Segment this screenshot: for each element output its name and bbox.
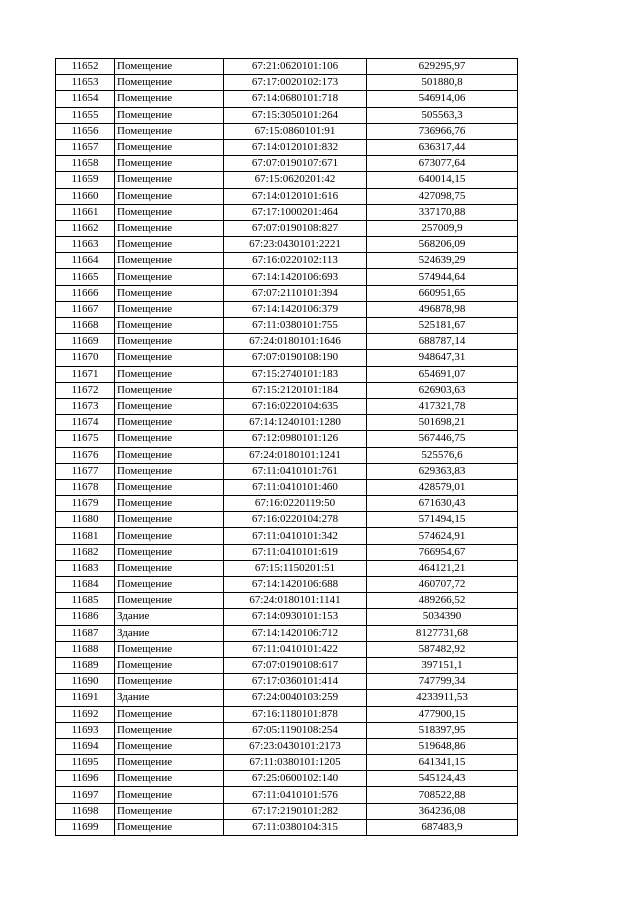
cadastral-value-cell: 501880,8 <box>367 75 518 91</box>
row-number-cell: 11656 <box>56 123 115 139</box>
table-row <box>56 641 518 657</box>
cadastral-value-cell: 464121,21 <box>367 560 518 576</box>
cadastral-number-cell: 67:12:0980101:126 <box>224 431 367 447</box>
cadastral-value-cell: 417321,78 <box>367 398 518 414</box>
object-type-cell: Помещение <box>115 334 224 350</box>
cadastral-value-cell: 640014,15 <box>367 172 518 188</box>
table-row <box>56 269 518 285</box>
row-number-cell: 11674 <box>56 415 115 431</box>
object-type-cell: Помещение <box>115 447 224 463</box>
object-type-cell: Помещение <box>115 755 224 771</box>
cadastral-value-cell: 428579,01 <box>367 479 518 495</box>
table-row <box>56 722 518 738</box>
object-type-cell: Помещение <box>115 479 224 495</box>
row-number-cell: 11679 <box>56 496 115 512</box>
cadastral-value-cell: 460707,72 <box>367 577 518 593</box>
cadastral-value-cell: 496878,98 <box>367 301 518 317</box>
cadastral-number-cell: 67:14:1420106:688 <box>224 577 367 593</box>
cadastral-value-cell: 587482,92 <box>367 641 518 657</box>
cadastral-value-cell: 574624,91 <box>367 528 518 544</box>
row-number-cell: 11688 <box>56 641 115 657</box>
table-row <box>56 431 518 447</box>
cadastral-number-cell: 67:14:0120101:832 <box>224 139 367 155</box>
table-row <box>56 172 518 188</box>
table-row <box>56 690 518 706</box>
row-number-cell: 11681 <box>56 528 115 544</box>
cadastral-value-cell: 8127731,68 <box>367 625 518 641</box>
row-number-cell: 11686 <box>56 609 115 625</box>
cadastral-value-cell: 518397,95 <box>367 722 518 738</box>
cadastral-value-cell: 427098,75 <box>367 188 518 204</box>
row-number-cell: 11692 <box>56 706 115 722</box>
row-number-cell: 11696 <box>56 771 115 787</box>
row-number-cell: 11683 <box>56 560 115 576</box>
object-type-cell: Помещение <box>115 496 224 512</box>
row-number-cell: 11662 <box>56 220 115 236</box>
cadastral-value-cell: 654691,07 <box>367 366 518 382</box>
row-number-cell: 11698 <box>56 803 115 819</box>
table-row <box>56 398 518 414</box>
table-row <box>56 123 518 139</box>
table-row <box>56 706 518 722</box>
row-number-cell: 11677 <box>56 463 115 479</box>
row-number-cell: 11694 <box>56 738 115 754</box>
object-type-cell: Помещение <box>115 220 224 236</box>
table-row <box>56 625 518 641</box>
cadastral-value-cell: 501698,21 <box>367 415 518 431</box>
cadastral-number-cell: 67:21:0620101:106 <box>224 59 367 75</box>
table-row <box>56 674 518 690</box>
object-type-cell: Помещение <box>115 463 224 479</box>
object-type-cell: Помещение <box>115 722 224 738</box>
table-row <box>56 560 518 576</box>
cadastral-value-cell: 546914,06 <box>367 91 518 107</box>
cadastral-value-cell: 766954,67 <box>367 544 518 560</box>
cadastral-number-cell: 67:11:0410101:576 <box>224 787 367 803</box>
table-row <box>56 528 518 544</box>
row-number-cell: 11664 <box>56 253 115 269</box>
cadastral-number-cell: 67:11:0410101:422 <box>224 641 367 657</box>
cadastral-value-cell: 629295,97 <box>367 59 518 75</box>
row-number-cell: 11697 <box>56 787 115 803</box>
cadastral-number-cell: 67:11:0410101:460 <box>224 479 367 495</box>
object-type-cell: Помещение <box>115 398 224 414</box>
cadastral-number-cell: 67:15:0620201:42 <box>224 172 367 188</box>
registry-table <box>55 58 518 836</box>
object-type-cell: Помещение <box>115 787 224 803</box>
row-number-cell: 11691 <box>56 690 115 706</box>
cadastral-number-cell: 67:23:0430101:2221 <box>224 237 367 253</box>
object-type-cell: Помещение <box>115 318 224 334</box>
cadastral-value-cell: 641341,15 <box>367 755 518 771</box>
object-type-cell: Здание <box>115 690 224 706</box>
cadastral-number-cell: 67:15:1150201:51 <box>224 560 367 576</box>
cadastral-number-cell: 67:17:0360101:414 <box>224 674 367 690</box>
cadastral-value-cell: 571494,15 <box>367 512 518 528</box>
object-type-cell: Помещение <box>115 674 224 690</box>
table-row <box>56 447 518 463</box>
cadastral-value-cell: 477900,15 <box>367 706 518 722</box>
row-number-cell: 11663 <box>56 237 115 253</box>
cadastral-number-cell: 67:16:0220104:278 <box>224 512 367 528</box>
table-row <box>56 803 518 819</box>
object-type-cell: Помещение <box>115 269 224 285</box>
cadastral-value-cell: 568206,09 <box>367 237 518 253</box>
row-number-cell: 11684 <box>56 577 115 593</box>
cadastral-number-cell: 67:11:0380104:315 <box>224 819 367 835</box>
table-row <box>56 415 518 431</box>
cadastral-value-cell: 519648,86 <box>367 738 518 754</box>
object-type-cell: Помещение <box>115 706 224 722</box>
cadastral-value-cell: 708522,88 <box>367 787 518 803</box>
cadastral-number-cell: 67:17:0020102:173 <box>224 75 367 91</box>
object-type-cell: Помещение <box>115 577 224 593</box>
object-type-cell: Помещение <box>115 285 224 301</box>
object-type-cell: Помещение <box>115 139 224 155</box>
cadastral-number-cell: 67:07:2110101:394 <box>224 285 367 301</box>
table-row <box>56 657 518 673</box>
object-type-cell: Помещение <box>115 657 224 673</box>
cadastral-value-cell: 687483,9 <box>367 819 518 835</box>
object-type-cell: Здание <box>115 625 224 641</box>
cadastral-number-cell: 67:16:0220119:50 <box>224 496 367 512</box>
object-type-cell: Помещение <box>115 253 224 269</box>
cadastral-value-cell: 636317,44 <box>367 139 518 155</box>
cadastral-number-cell: 67:23:0430101:2173 <box>224 738 367 754</box>
row-number-cell: 11689 <box>56 657 115 673</box>
row-number-cell: 11687 <box>56 625 115 641</box>
table-row <box>56 334 518 350</box>
row-number-cell: 11675 <box>56 431 115 447</box>
table-row <box>56 787 518 803</box>
cadastral-number-cell: 67:11:0410101:619 <box>224 544 367 560</box>
cadastral-number-cell: 67:14:0930101:153 <box>224 609 367 625</box>
table-row <box>56 819 518 835</box>
cadastral-value-cell: 364236,08 <box>367 803 518 819</box>
cadastral-number-cell: 67:14:0680101:718 <box>224 91 367 107</box>
cadastral-number-cell: 67:15:3050101:264 <box>224 107 367 123</box>
cadastral-value-cell: 545124,43 <box>367 771 518 787</box>
object-type-cell: Помещение <box>115 641 224 657</box>
row-number-cell: 11653 <box>56 75 115 91</box>
object-type-cell: Помещение <box>115 803 224 819</box>
cadastral-value-cell: 525576,6 <box>367 447 518 463</box>
cadastral-value-cell: 747799,34 <box>367 674 518 690</box>
table-row <box>56 463 518 479</box>
cadastral-value-cell: 4233911,53 <box>367 690 518 706</box>
cadastral-value-cell: 505563,3 <box>367 107 518 123</box>
cadastral-number-cell: 67:24:0040103:259 <box>224 690 367 706</box>
cadastral-number-cell: 67:14:0120101:616 <box>224 188 367 204</box>
row-number-cell: 11659 <box>56 172 115 188</box>
row-number-cell: 11671 <box>56 366 115 382</box>
row-number-cell: 11676 <box>56 447 115 463</box>
cadastral-value-cell: 671630,43 <box>367 496 518 512</box>
object-type-cell: Помещение <box>115 528 224 544</box>
cadastral-number-cell: 67:15:2120101:184 <box>224 382 367 398</box>
object-type-cell: Помещение <box>115 560 224 576</box>
object-type-cell: Помещение <box>115 59 224 75</box>
object-type-cell: Помещение <box>115 301 224 317</box>
cadastral-number-cell: 67:24:0180101:1141 <box>224 593 367 609</box>
row-number-cell: 11685 <box>56 593 115 609</box>
table-row <box>56 318 518 334</box>
cadastral-number-cell: 67:17:1000201:464 <box>224 204 367 220</box>
cadastral-number-cell: 67:11:0410101:342 <box>224 528 367 544</box>
cadastral-number-cell: 67:15:2740101:183 <box>224 366 367 382</box>
object-type-cell: Помещение <box>115 431 224 447</box>
cadastral-number-cell: 67:17:2190101:282 <box>224 803 367 819</box>
table-row <box>56 382 518 398</box>
cadastral-number-cell: 67:14:1420106:693 <box>224 269 367 285</box>
registry-table-body <box>56 59 518 836</box>
cadastral-number-cell: 67:15:0860101:91 <box>224 123 367 139</box>
cadastral-value-cell: 337170,88 <box>367 204 518 220</box>
table-row <box>56 301 518 317</box>
cadastral-number-cell: 67:14:1420106:379 <box>224 301 367 317</box>
row-number-cell: 11690 <box>56 674 115 690</box>
object-type-cell: Помещение <box>115 75 224 91</box>
row-number-cell: 11668 <box>56 318 115 334</box>
cadastral-value-cell: 574944,64 <box>367 269 518 285</box>
cadastral-value-cell: 567446,75 <box>367 431 518 447</box>
table-row <box>56 75 518 91</box>
cadastral-number-cell: 67:07:0190107:671 <box>224 156 367 172</box>
table-row <box>56 366 518 382</box>
table-row <box>56 139 518 155</box>
object-type-cell: Помещение <box>115 544 224 560</box>
cadastral-number-cell: 67:11:0380101:1205 <box>224 755 367 771</box>
object-type-cell: Помещение <box>115 415 224 431</box>
table-row <box>56 496 518 512</box>
cadastral-value-cell: 5034390 <box>367 609 518 625</box>
row-number-cell: 11665 <box>56 269 115 285</box>
row-number-cell: 11669 <box>56 334 115 350</box>
object-type-cell: Помещение <box>115 172 224 188</box>
cadastral-value-cell: 660951,65 <box>367 285 518 301</box>
cadastral-number-cell: 67:16:0220104:635 <box>224 398 367 414</box>
cadastral-value-cell: 736966,76 <box>367 123 518 139</box>
object-type-cell: Помещение <box>115 156 224 172</box>
row-number-cell: 11672 <box>56 382 115 398</box>
table-row <box>56 350 518 366</box>
row-number-cell: 11678 <box>56 479 115 495</box>
cadastral-value-cell: 626903,63 <box>367 382 518 398</box>
row-number-cell: 11661 <box>56 204 115 220</box>
cadastral-number-cell: 67:11:0380101:755 <box>224 318 367 334</box>
cadastral-value-cell: 489266,52 <box>367 593 518 609</box>
object-type-cell: Помещение <box>115 188 224 204</box>
object-type-cell: Помещение <box>115 738 224 754</box>
table-row <box>56 91 518 107</box>
cadastral-value-cell: 397151,1 <box>367 657 518 673</box>
table-row <box>56 107 518 123</box>
cadastral-number-cell: 67:07:0190108:617 <box>224 657 367 673</box>
cadastral-number-cell: 67:25:0600102:140 <box>224 771 367 787</box>
row-number-cell: 11667 <box>56 301 115 317</box>
cadastral-number-cell: 67:16:0220102:113 <box>224 253 367 269</box>
object-type-cell: Помещение <box>115 350 224 366</box>
object-type-cell: Помещение <box>115 366 224 382</box>
row-number-cell: 11695 <box>56 755 115 771</box>
object-type-cell: Помещение <box>115 771 224 787</box>
row-number-cell: 11699 <box>56 819 115 835</box>
row-number-cell: 11666 <box>56 285 115 301</box>
cadastral-number-cell: 67:07:0190108:827 <box>224 220 367 236</box>
cadastral-number-cell: 67:07:0190108:190 <box>224 350 367 366</box>
table-row <box>56 771 518 787</box>
table-row <box>56 156 518 172</box>
object-type-cell: Здание <box>115 609 224 625</box>
table-row <box>56 188 518 204</box>
cadastral-value-cell: 673077,64 <box>367 156 518 172</box>
object-type-cell: Помещение <box>115 593 224 609</box>
cadastral-number-cell: 67:14:1240101:1280 <box>224 415 367 431</box>
cadastral-value-cell: 948647,31 <box>367 350 518 366</box>
cadastral-number-cell: 67:05:1190108:254 <box>224 722 367 738</box>
object-type-cell: Помещение <box>115 237 224 253</box>
table-row <box>56 479 518 495</box>
object-type-cell: Помещение <box>115 819 224 835</box>
table-row <box>56 609 518 625</box>
table-row <box>56 253 518 269</box>
cadastral-value-cell: 688787,14 <box>367 334 518 350</box>
row-number-cell: 11655 <box>56 107 115 123</box>
cadastral-value-cell: 257009,9 <box>367 220 518 236</box>
object-type-cell: Помещение <box>115 204 224 220</box>
table-row <box>56 593 518 609</box>
object-type-cell: Помещение <box>115 123 224 139</box>
table-row <box>56 237 518 253</box>
cadastral-number-cell: 67:14:1420106:712 <box>224 625 367 641</box>
table-row <box>56 544 518 560</box>
table-row <box>56 204 518 220</box>
cadastral-number-cell: 67:16:1180101:878 <box>224 706 367 722</box>
table-row <box>56 59 518 75</box>
cadastral-value-cell: 524639,29 <box>367 253 518 269</box>
row-number-cell: 11652 <box>56 59 115 75</box>
row-number-cell: 11670 <box>56 350 115 366</box>
cadastral-value-cell: 629363,83 <box>367 463 518 479</box>
object-type-cell: Помещение <box>115 91 224 107</box>
row-number-cell: 11682 <box>56 544 115 560</box>
table-row <box>56 577 518 593</box>
cadastral-number-cell: 67:24:0180101:1646 <box>224 334 367 350</box>
table-row <box>56 512 518 528</box>
row-number-cell: 11693 <box>56 722 115 738</box>
row-number-cell: 11673 <box>56 398 115 414</box>
object-type-cell: Помещение <box>115 382 224 398</box>
table-row <box>56 220 518 236</box>
table-row <box>56 285 518 301</box>
table-row <box>56 738 518 754</box>
row-number-cell: 11654 <box>56 91 115 107</box>
object-type-cell: Помещение <box>115 512 224 528</box>
object-type-cell: Помещение <box>115 107 224 123</box>
row-number-cell: 11658 <box>56 156 115 172</box>
row-number-cell: 11660 <box>56 188 115 204</box>
row-number-cell: 11680 <box>56 512 115 528</box>
cadastral-value-cell: 525181,67 <box>367 318 518 334</box>
cadastral-number-cell: 67:24:0180101:1241 <box>224 447 367 463</box>
table-row <box>56 755 518 771</box>
row-number-cell: 11657 <box>56 139 115 155</box>
cadastral-number-cell: 67:11:0410101:761 <box>224 463 367 479</box>
